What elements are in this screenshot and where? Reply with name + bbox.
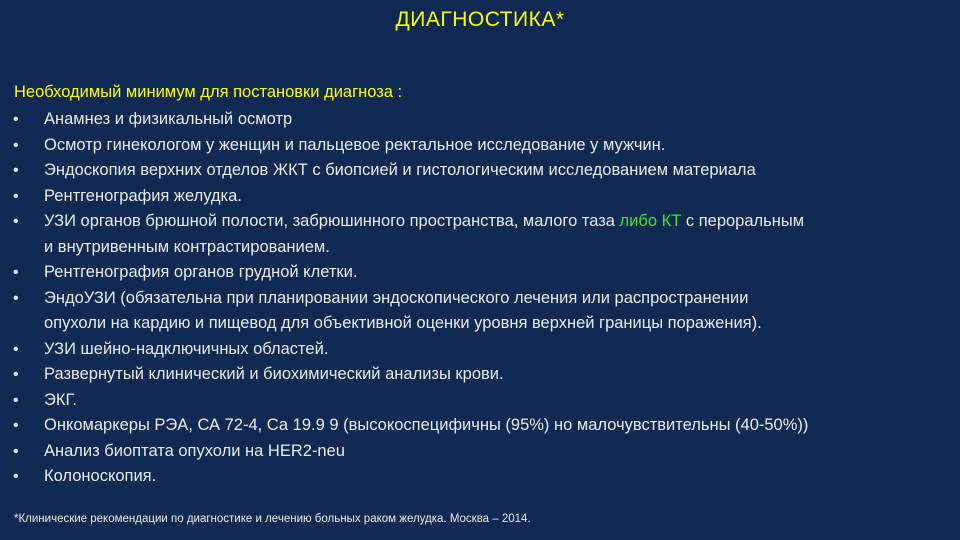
list-item <box>0 286 960 337</box>
list-item <box>0 133 960 159</box>
list-item-text: Колоноскопия. <box>44 467 157 485</box>
bullet-icon: • <box>13 213 19 230</box>
list-item-text: с пероральным <box>681 212 805 230</box>
list-item-text: ЭКГ. <box>44 390 77 409</box>
bullet-icon: • <box>13 289 19 307</box>
bullet-icon: • <box>13 187 19 205</box>
bullet-icon: • <box>13 366 19 383</box>
bullet-icon: • <box>13 340 19 358</box>
list-item-text: Рентгенография желудка. <box>44 186 242 205</box>
bullet-icon: • <box>13 417 19 434</box>
list-item-text: и внутривенным контрастированием. <box>44 237 330 256</box>
bullet-icon: • <box>13 136 19 154</box>
list-item-text: Осмотр гинекологом у женщин и пальцевое ректальное исследование у мужчин. <box>44 135 666 154</box>
list-item-text: Онкомаркеры РЭА, СА 72-4, Са 19.9 9 (высокоспецифичны (95%) но малочувствительны (40-50%)) <box>44 416 809 434</box>
list-item-text: ЭндоУЗИ (обязательна при планировании эндоскопического лечения или распространении <box>44 288 749 307</box>
list-item <box>0 413 960 439</box>
bullet-icon: • <box>13 264 19 281</box>
list-item <box>0 464 960 490</box>
footnote: *Клинические рекомендации по диагностике и лечению больных раком желудка. Москва – 2014. <box>14 513 531 525</box>
slide-title: ДИАГНОСТИКА* <box>395 8 565 31</box>
section-subtitle: Необходимый минимум для постановки диагноза : <box>14 83 403 101</box>
list-item-text: Эндоскопия верхних отделов ЖКТ с биопсией и гистологическим исследованием материала <box>44 161 756 179</box>
bullet-icon: • <box>13 162 19 179</box>
list-item-text: Анамнез и физикальный осмотр <box>44 110 293 128</box>
list-item-text: Развернутый клинический и биохимический анализы крови. <box>44 365 504 383</box>
list-item-text: УЗИ органов брюшной полости, забрюшинного пространства, малого таза <box>44 212 620 230</box>
list-item <box>0 209 960 260</box>
list-item <box>0 337 960 363</box>
list-item-text: опухоли на кардию и пищевод для объективной оценки уровня верхней границы поражения). <box>44 314 762 332</box>
bullet-icon: • <box>13 391 19 409</box>
list-item <box>0 107 960 133</box>
list-item <box>0 388 960 414</box>
list-item <box>0 158 960 184</box>
list-item <box>0 260 960 286</box>
list-item <box>0 184 960 210</box>
list-item-text: УЗИ шейно-надключичных областей. <box>44 339 329 358</box>
diagnostic-list <box>0 107 960 490</box>
list-item <box>0 362 960 388</box>
bullet-icon: • <box>13 111 19 128</box>
list-item-text: Рентгенография органов грудной клетки. <box>44 263 358 281</box>
bullet-icon: • <box>13 442 19 460</box>
list-item-text: Анализ биоптата опухоли на HER2-neu <box>44 441 345 460</box>
bullet-icon: • <box>13 468 19 485</box>
highlight-text: либо КТ <box>619 212 682 230</box>
list-item <box>0 439 960 465</box>
